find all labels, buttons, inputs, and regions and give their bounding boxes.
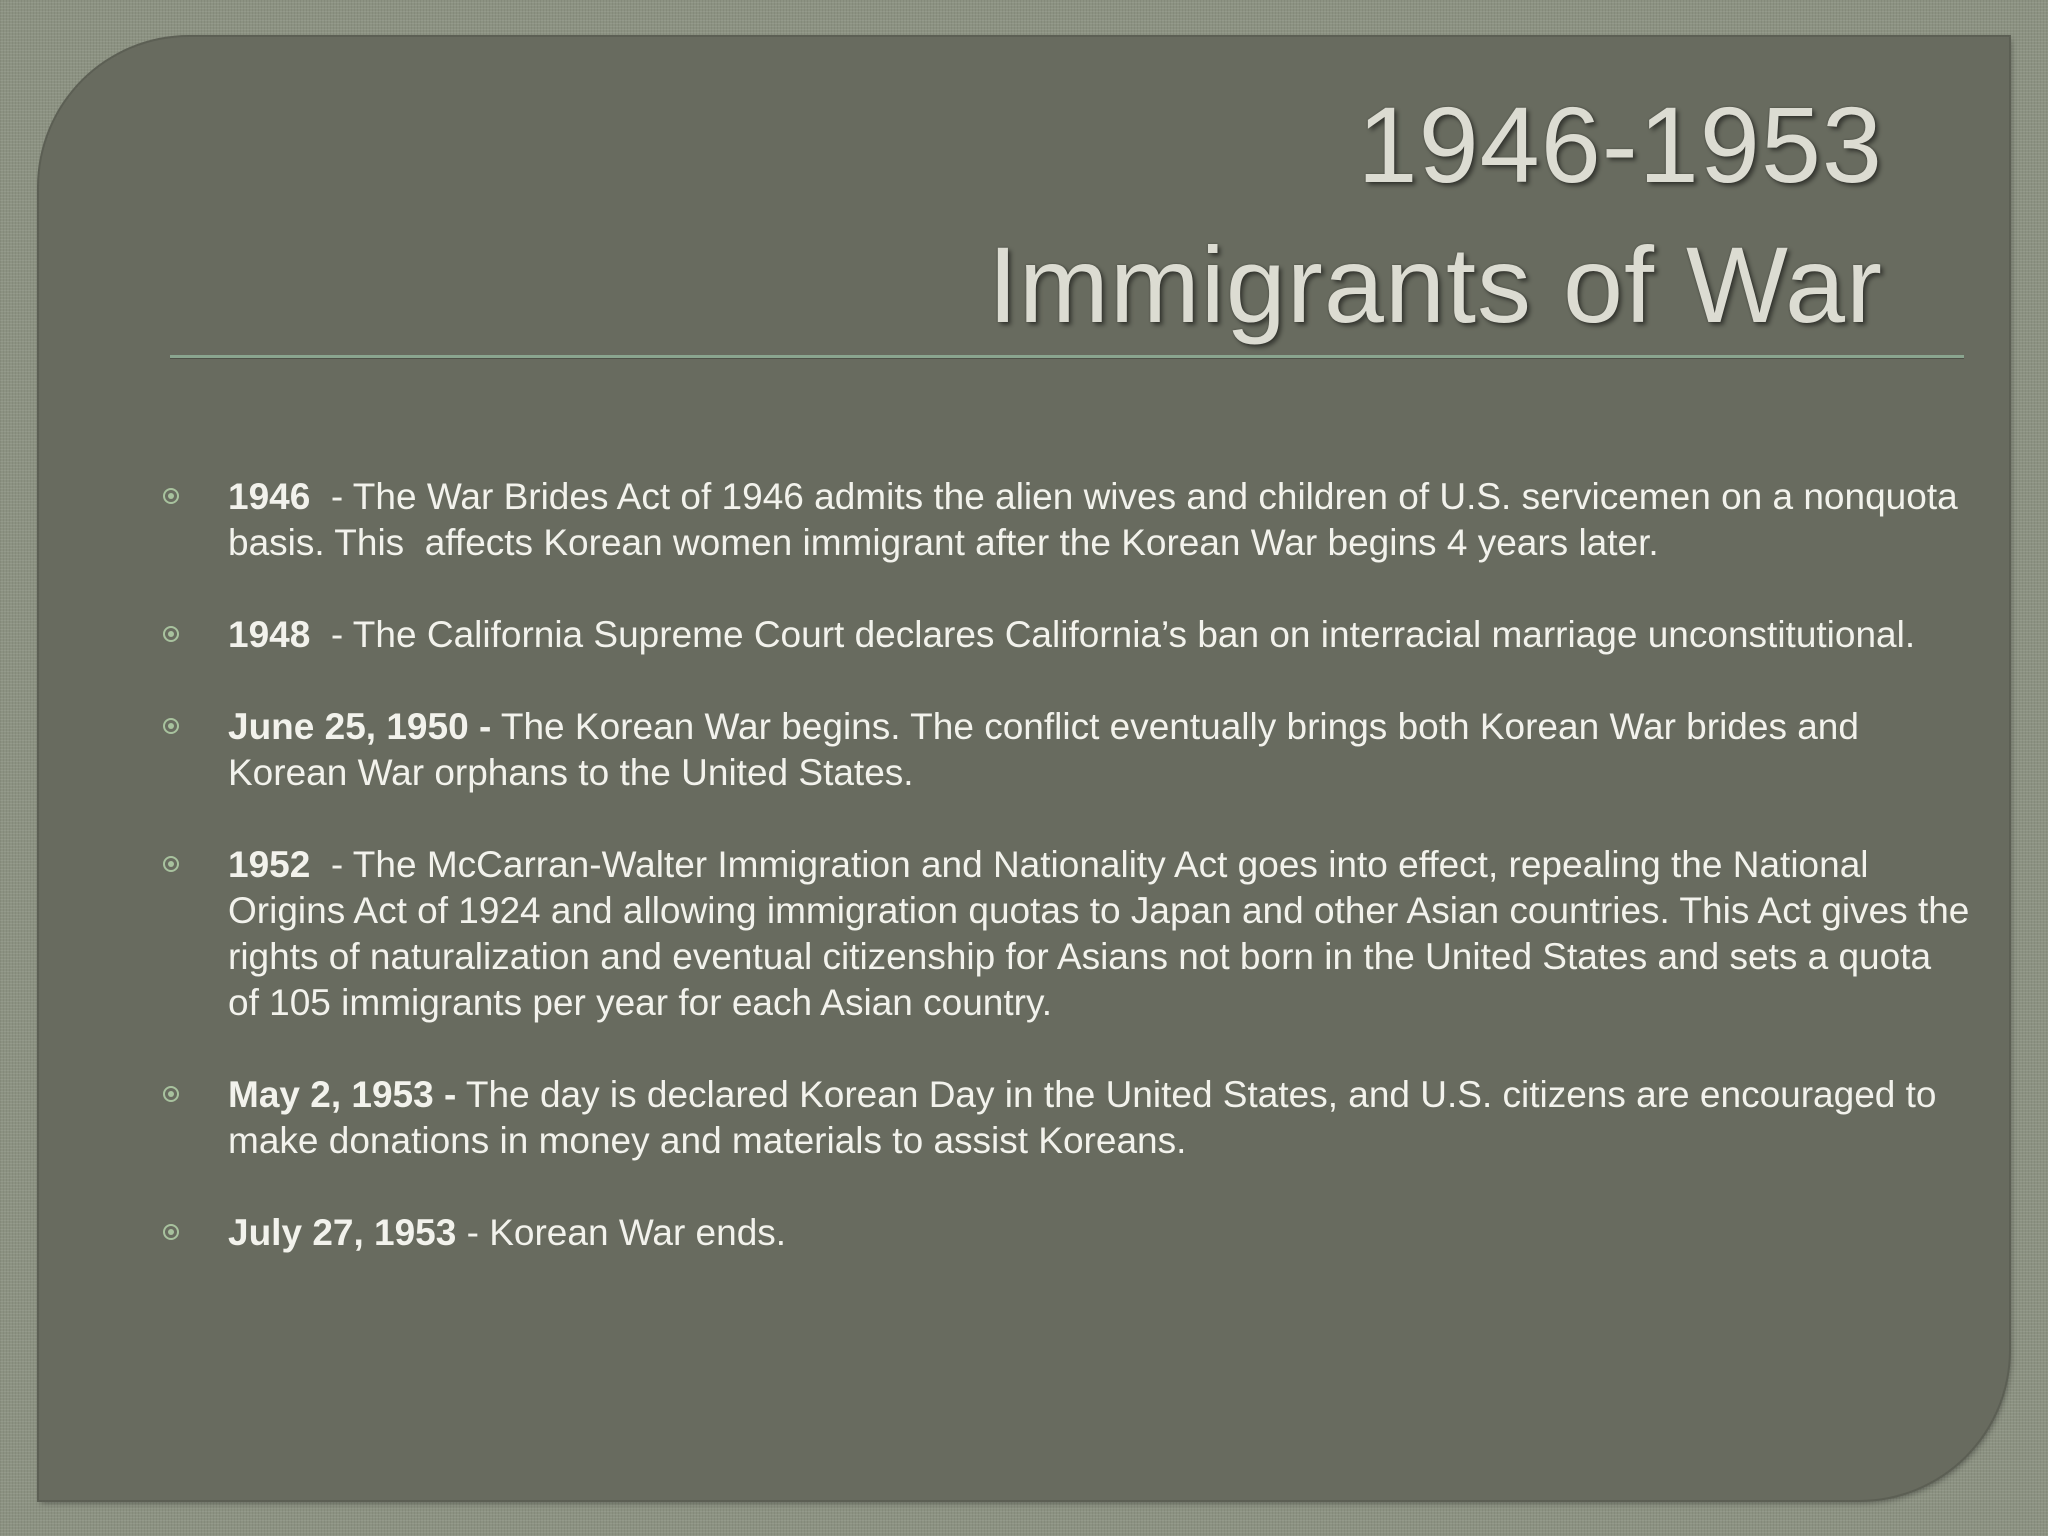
- timeline-date: July 27, 1953: [228, 1212, 457, 1253]
- timeline-item-1946: [161, 474, 1971, 566]
- timeline-text: - The War Brides Act of 1946 admits the alien wives and children of U.S. servicemen on a nonquota basis. This affects Korean women immigrant after the Korean War begins 4 years later.: [228, 476, 1968, 563]
- timeline-text: - The California Supreme Court declares California’s ban on interracial marriage unconstitutional.: [320, 614, 1916, 655]
- timeline-text: - The McCarran-Walter Immigration and Nationality Act goes into effect, repealing the National Origins Act of 1924 and allowing immigration quotas to Japan and other Asian countries. This Act gives the rights of naturalization and eventual citizenship for Asians not born in the United States and sets a quota of 105 immigrants per year for each Asian country.: [228, 844, 1980, 1023]
- title-divider: [170, 355, 1964, 358]
- bullet-circle-icon: [163, 1086, 179, 1102]
- bullet-circle-icon: [163, 718, 179, 734]
- timeline-text: - Korean War ends.: [456, 1212, 787, 1253]
- timeline-list: [161, 474, 1980, 1302]
- bullet-circle-icon: [163, 488, 179, 504]
- timeline-date: June 25, 1950 -: [228, 706, 492, 747]
- timeline-item-1950: [161, 704, 1971, 796]
- slide-panel: [39, 37, 2009, 1500]
- title-subtitle: Immigrants of War: [987, 224, 1883, 345]
- slide-title: [988, 75, 1883, 355]
- timeline-text: The day is declared Korean Day in the United States, and U.S. citizens are encouraged to make donations in money and materials to assist Koreans.: [228, 1074, 1947, 1161]
- bullet-circle-icon: [163, 856, 179, 872]
- timeline-item-1948: [161, 612, 1971, 658]
- timeline-date: 1948: [228, 614, 321, 655]
- timeline-item-july-1953: [161, 1210, 1971, 1256]
- timeline-text: The Korean War begins. The conflict eventually brings both Korean War brides and Korean War orphans to the United States.: [228, 706, 1870, 793]
- bullet-circle-icon: [163, 626, 179, 642]
- bullet-circle-icon: [163, 1224, 179, 1240]
- timeline-date: 1946: [228, 476, 321, 517]
- title-years: 1946-1953: [1357, 84, 1883, 205]
- timeline-date: 1952: [228, 844, 321, 885]
- timeline-item-may-1953: [161, 1072, 1971, 1164]
- timeline-date: May 2, 1953 -: [228, 1074, 457, 1115]
- timeline-item-1952: [161, 842, 1980, 1026]
